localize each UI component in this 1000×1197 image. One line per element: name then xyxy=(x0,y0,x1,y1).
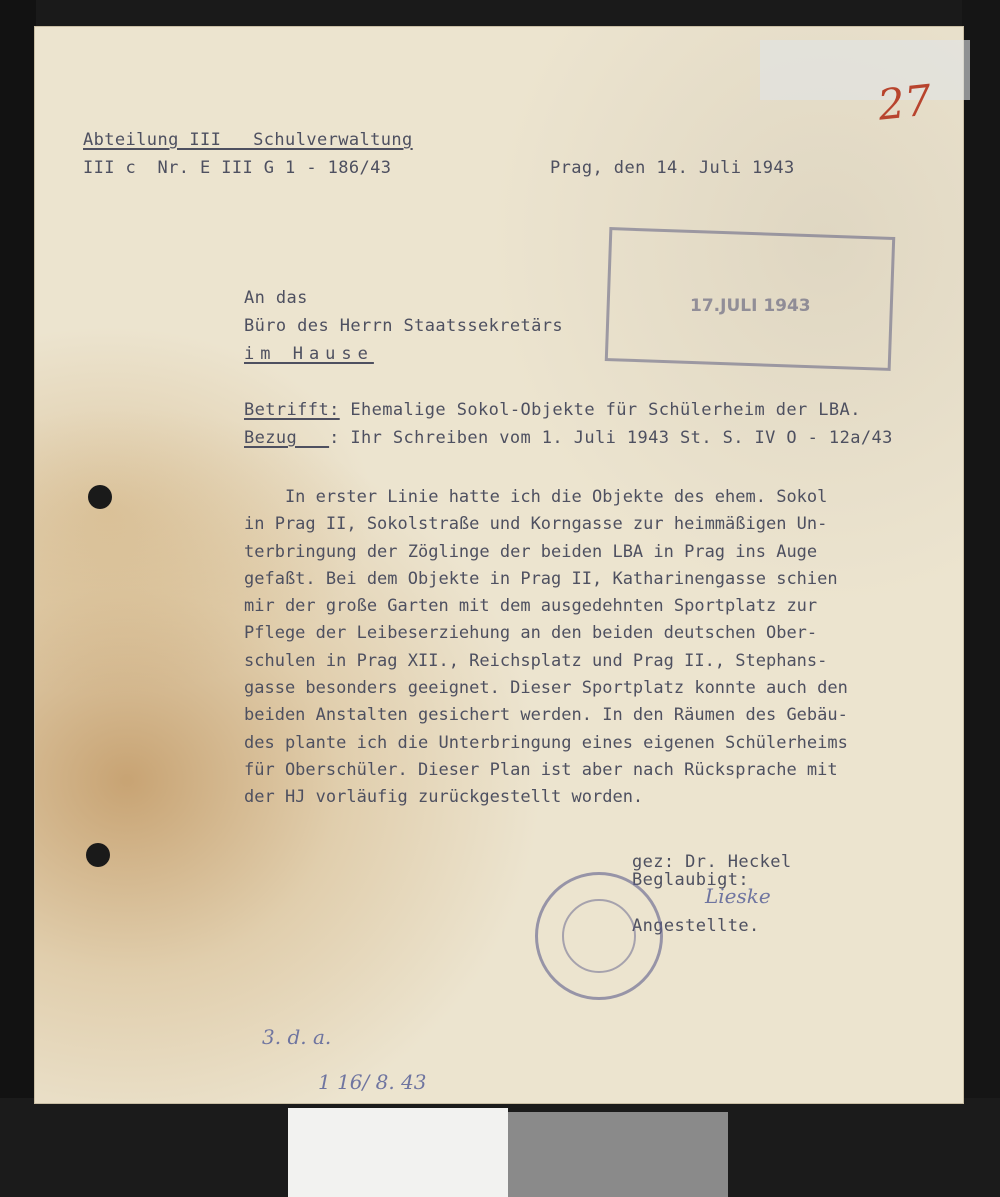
certified-label: Beglaubigt: xyxy=(632,870,749,890)
body-line: beiden Anstalten gesichert werden. In den Räumen des Gebäu- xyxy=(244,705,848,726)
body-line: In erster Linie hatte ich die Objekte des ehem. Sokol xyxy=(244,487,828,507)
reference-line xyxy=(244,428,893,448)
reference-text: : Ihr Schreiben vom 1. Juli 1943 St. S. IV O - 12a/43 xyxy=(329,428,893,448)
body-line: terbringung der Zöglinge der beiden LBA in Prag ins Auge xyxy=(244,541,818,562)
signer-role: Angestellte. xyxy=(632,916,760,936)
received-stamp-date: 17.JULI 1943 xyxy=(690,296,811,316)
color-reference-grey xyxy=(508,1112,728,1197)
handwritten-note-1: 3. d. a. xyxy=(262,1025,332,1049)
body-line: gefaßt. Bei dem Objekte in Prag II, Katharinengasse schien xyxy=(244,568,838,589)
color-reference-white xyxy=(288,1108,508,1197)
body-line: Pflege der Leibeserziehung an den beiden deutschen Ober- xyxy=(244,623,818,644)
scanner-frame-right xyxy=(962,0,1000,1197)
body-line: gasse besonders geeignet. Dieser Sportplatz konnte auch den xyxy=(244,678,848,699)
official-seal xyxy=(535,872,663,1000)
place-and-date: Prag, den 14. Juli 1943 xyxy=(550,158,795,178)
recipient-line-3: im Hause xyxy=(244,344,374,364)
page-number: 27 xyxy=(875,75,934,130)
seal-eagle-emblem xyxy=(562,899,636,973)
body-line: schulen in Prag XII., Reichsplatz und Prag II., Stephans- xyxy=(244,650,828,671)
recipient-line-1: An das xyxy=(244,288,308,308)
reference-label: Bezug xyxy=(244,428,330,448)
body-line: der HJ vorläufig zurückgestellt worden. xyxy=(244,787,644,808)
file-reference: III c Nr. E III G 1 - 186/43 xyxy=(83,158,392,178)
signed-by: gez: Dr. Heckel xyxy=(632,852,792,872)
handwritten-note-2: 1 16/ 8. 43 xyxy=(318,1070,427,1094)
letter-body xyxy=(244,484,944,812)
body-line: mir der große Garten mit dem ausgedehnten Sportplatz zur xyxy=(244,596,818,617)
body-line: für Oberschüler. Dieser Plan ist aber nach Rücksprache mit xyxy=(244,759,838,780)
body-line: des plante ich die Unterbringung eines eigenen Schülerheims xyxy=(244,732,848,753)
punch-hole-bottom xyxy=(86,843,110,867)
recipient-line-2: Büro des Herrn Staatssekretärs xyxy=(244,316,564,336)
department-heading: Abteilung III Schulverwaltung xyxy=(83,130,413,150)
subject-line xyxy=(244,400,861,420)
paper-overlay-strip xyxy=(760,40,970,100)
scanner-frame-left xyxy=(0,0,36,1197)
subject-label: Betrifft: xyxy=(244,400,340,420)
punch-hole-top xyxy=(88,485,112,509)
body-line: in Prag II, Sokolstraße und Korngasse zur heimmäßigen Un- xyxy=(244,514,828,535)
subject-text: Ehemalige Sokol-Objekte für Schülerheim der LBA. xyxy=(339,400,861,420)
handwritten-signature: Lieske xyxy=(705,884,771,908)
